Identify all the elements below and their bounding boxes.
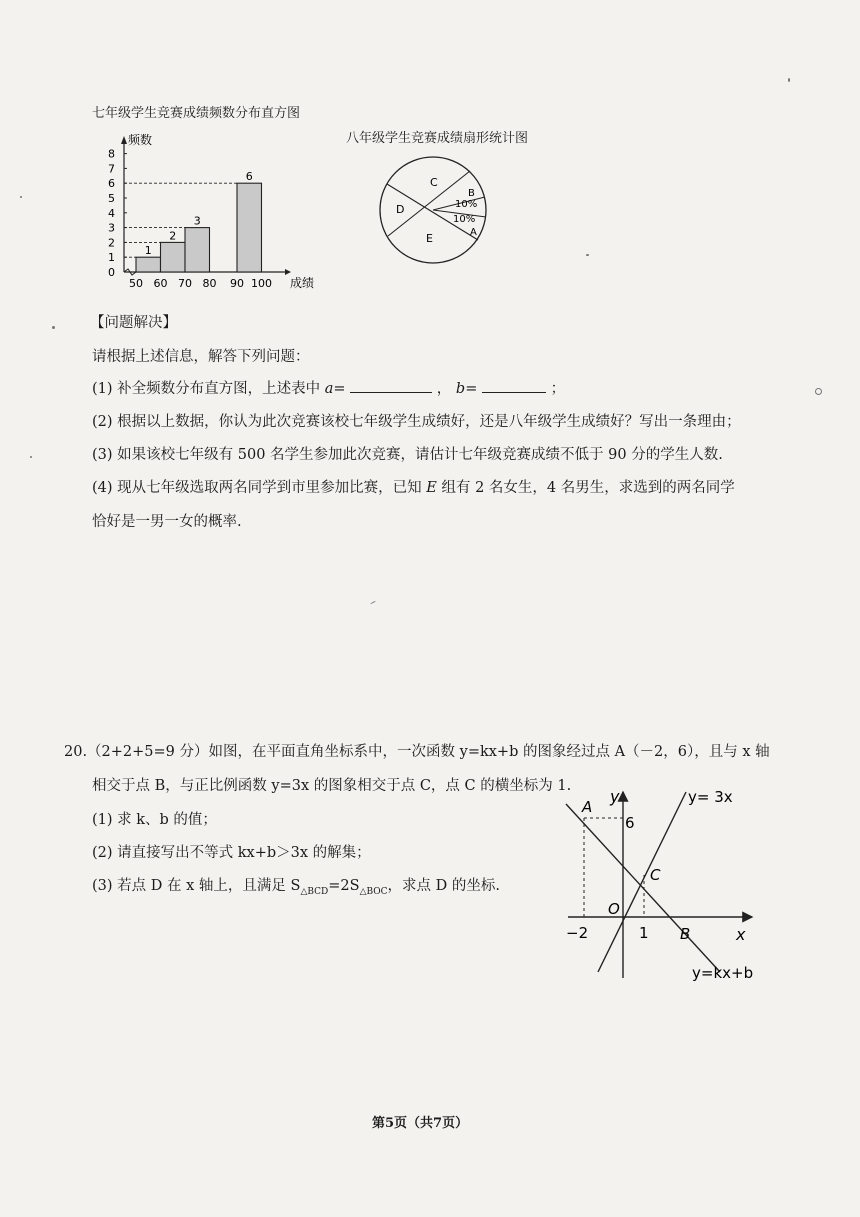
blank-b <box>482 378 546 393</box>
hist-x-arrow <box>285 269 291 275</box>
scan-speck <box>586 254 589 256</box>
x-axis-label: x <box>736 925 746 944</box>
pie-label-c: C <box>430 176 438 189</box>
pie-label-b: B <box>468 188 475 199</box>
question-2: (2) 根据以上数据，你认为此次竞赛该校七年级学生成绩好，还是八年级学生成绩好？写出一条理由； <box>92 414 741 430</box>
hist-y-tick-label: 6 <box>108 177 115 191</box>
hist-x-tick-label: 80 <box>202 277 217 290</box>
pie-percent-a: 10% <box>453 214 476 225</box>
scan-speck <box>815 388 822 395</box>
histogram-chart <box>100 128 315 293</box>
pie-percent-b: 10% <box>455 199 478 210</box>
q1-var-b: b <box>455 381 466 397</box>
coordinate-graph <box>560 780 780 990</box>
line-3x <box>598 792 686 972</box>
hist-y-tick-label: 1 <box>108 251 115 265</box>
pie-label-e: E <box>426 232 433 245</box>
s3-post: ，求点 D 的坐标. <box>387 878 500 894</box>
q1-eq-a: = <box>333 381 346 397</box>
s3-sub-boc: △BOC <box>359 886 388 897</box>
hist-y-tick-label: 7 <box>108 162 115 176</box>
pie-label-a: A <box>470 227 477 238</box>
scan-speck <box>52 326 55 329</box>
q4-text-b: 组有 2 名女生，4 名男生，求选到的两名同学 <box>441 480 735 496</box>
point-c-label: C <box>650 866 661 884</box>
hist-bar-label: 3 <box>193 214 201 228</box>
scan-speck <box>370 601 376 605</box>
hist-y-label: 频数 <box>128 133 153 147</box>
s3-pre: (3) 若点 D 在 x 轴上，且满足 S <box>92 878 301 894</box>
tick-1: 1 <box>639 924 649 942</box>
question-4-line-1 <box>92 476 735 497</box>
hist-y-tick-label: 3 <box>108 221 115 235</box>
problem-20-line-1: 20.（2+2+5=9 分）如图，在平面直角坐标系中，一次函数 y=kx+b 的图象经过点 A（－2，6），且与 x 轴 <box>64 744 770 760</box>
hist-x-tick-label: 60 <box>153 277 168 290</box>
hist-bar-label: 6 <box>245 170 253 184</box>
hist-y-arrow <box>121 136 127 144</box>
q1-end: ； <box>550 381 566 397</box>
page-footer: 第5页（共7页） <box>372 1116 469 1131</box>
hist-bar <box>161 242 186 272</box>
hist-bar-label: 1 <box>144 244 152 258</box>
blank-a <box>350 378 432 393</box>
label-y-kx-b: y=kx+b <box>692 964 754 982</box>
question-4-line-2: 恰好是一男一女的概率. <box>92 514 242 530</box>
s3-mid: =2S <box>328 878 360 894</box>
q4-var-e: E <box>426 480 437 496</box>
problem-20-sub-2: (2) 请直接写出不等式 kx+b＞3x 的解集； <box>92 845 371 861</box>
hist-x-tick-label: 70 <box>178 277 192 290</box>
pie-label-d: D <box>396 203 405 216</box>
hist-bar <box>136 257 161 272</box>
point-b-label: B <box>680 925 691 943</box>
section-title: 【问题解决】 <box>90 315 177 331</box>
problem-20-sub-1: (1) 求 k、b 的值； <box>92 812 217 828</box>
problem-20-line-2: 相交于点 B，与正比例函数 y=3x 的图象相交于点 C，点 C 的横坐标为 1. <box>92 778 572 794</box>
line-kx-plus-b <box>566 804 720 972</box>
intro-text: 请根据上述信息，解答下列问题： <box>92 349 310 365</box>
q1-var-a: a <box>324 381 334 397</box>
pie-title: 八年级学生竞赛成绩扇形统计图 <box>346 131 529 146</box>
problem-20-sub-3 <box>92 874 500 897</box>
histogram-title: 七年级学生竞赛成绩频数分布直方图 <box>92 106 301 121</box>
question-1 <box>92 377 565 398</box>
q1-text: 补全频数分布直方图，上述表中 <box>117 381 321 397</box>
hist-x-label: 成绩 <box>290 276 315 290</box>
hist-y-tick-label: 0 <box>108 266 115 279</box>
hist-bar <box>185 228 210 272</box>
origin-label: O <box>608 900 620 918</box>
q1-eq-b: = <box>465 381 478 397</box>
q1-number: (1) <box>92 381 113 397</box>
hist-y-tick-label: 4 <box>108 206 115 220</box>
point-a-label: A <box>582 798 593 816</box>
scan-speck <box>20 196 22 198</box>
hist-x-tick-label: 50 <box>129 277 143 290</box>
q1-sep: ， <box>436 381 452 397</box>
scan-speck <box>30 456 32 458</box>
hist-x-tick-label: 100 <box>251 277 272 290</box>
hist-y-tick-label: 5 <box>108 192 115 205</box>
hist-y-tick-label: 8 <box>108 147 115 161</box>
scan-speck <box>788 78 790 82</box>
hist-x-tick-label: 90 <box>230 277 244 290</box>
question-3: (3) 如果该校七年级有 500 名学生参加此次竞赛，请估计七年级竞赛成绩不低于 90 分的学生人数. <box>92 447 723 463</box>
y-axis-label: y <box>610 787 620 806</box>
hist-bar-label: 2 <box>169 229 177 243</box>
pie-chart <box>370 150 495 270</box>
tick-neg2: −2 <box>566 924 589 942</box>
q4-text-a: (4) 现从七年级选取两名同学到市里参加比赛，已知 <box>92 480 422 496</box>
s3-sub-bcd: △BCD <box>300 886 329 897</box>
label-y-3x: y= 3x <box>688 788 733 806</box>
hist-y-tick-label: 2 <box>108 236 115 250</box>
tick-6: 6 <box>625 814 635 832</box>
hist-bar <box>237 183 262 272</box>
